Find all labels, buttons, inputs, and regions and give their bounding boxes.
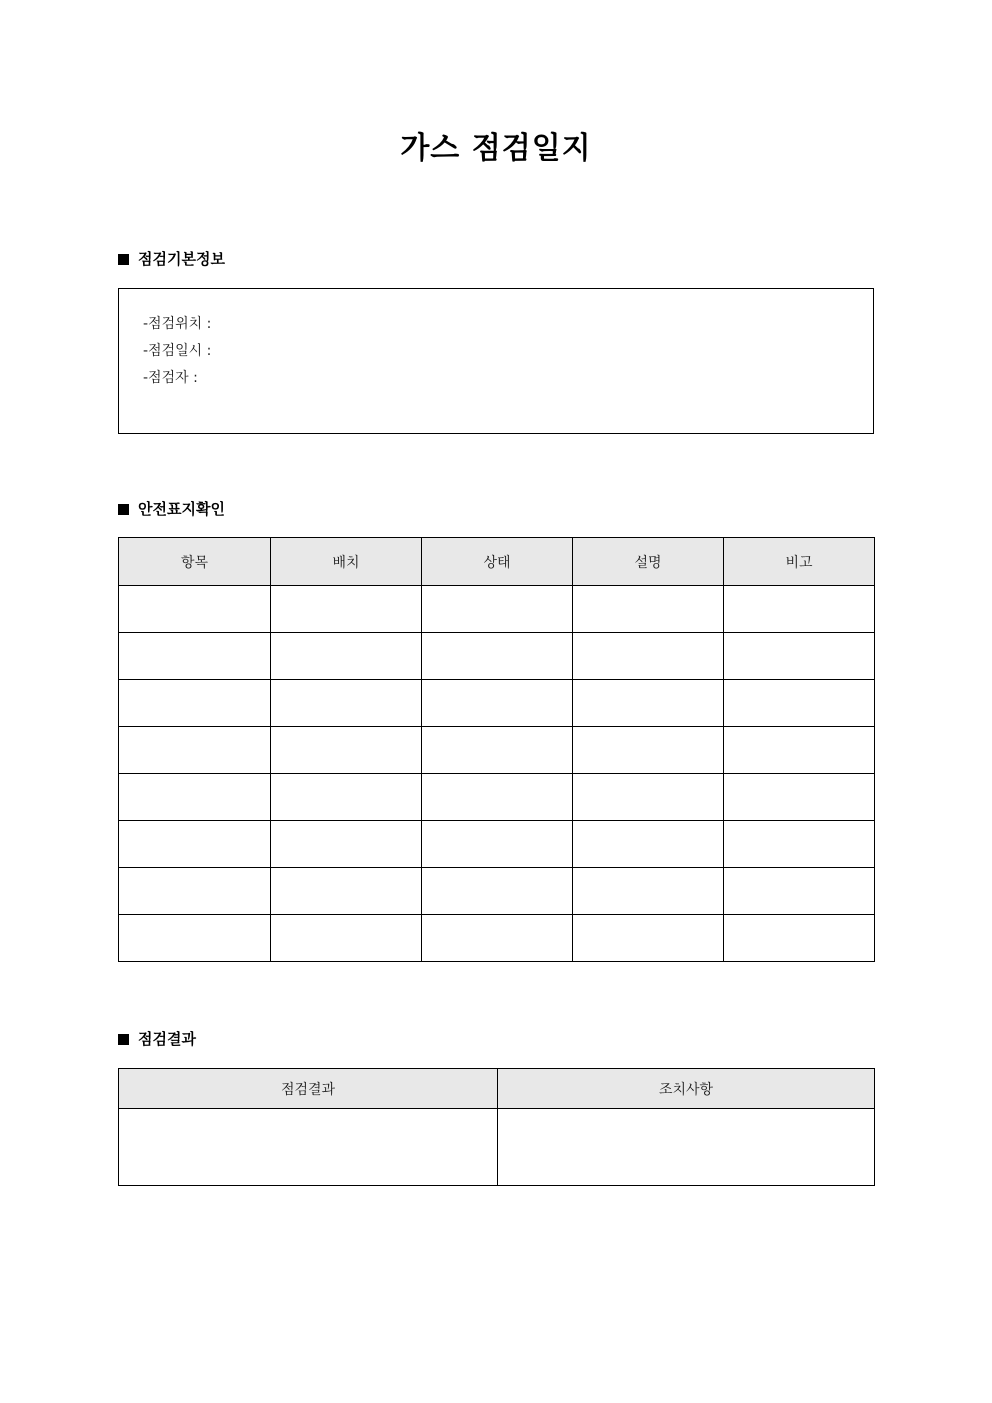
table-cell[interactable]	[724, 586, 875, 633]
table-row	[119, 821, 875, 868]
section-heading-label: 점검결과	[138, 1030, 196, 1048]
basic-info-field-datetime: -점검일시 :	[143, 343, 212, 359]
table-cell[interactable]	[119, 633, 271, 680]
table-cell[interactable]	[119, 586, 271, 633]
table-cell[interactable]	[573, 727, 724, 774]
table-cell[interactable]	[573, 915, 724, 962]
column-header-status: 상태	[422, 538, 573, 586]
table-cell[interactable]	[119, 680, 271, 727]
column-header-item: 항목	[119, 538, 271, 586]
table-cell[interactable]	[119, 1109, 498, 1186]
table-row	[119, 868, 875, 915]
table-cell[interactable]	[724, 727, 875, 774]
table-cell[interactable]	[119, 727, 271, 774]
table-row	[119, 915, 875, 962]
table-cell[interactable]	[422, 774, 573, 821]
table-cell[interactable]	[724, 821, 875, 868]
table-row	[119, 727, 875, 774]
table-cell[interactable]	[724, 633, 875, 680]
table-cell[interactable]	[724, 915, 875, 962]
table-row	[119, 586, 875, 633]
table-cell[interactable]	[119, 774, 271, 821]
table-cell[interactable]	[271, 680, 422, 727]
section-heading-label: 안전표지확인	[138, 500, 225, 518]
column-header-action: 조치사항	[498, 1069, 875, 1109]
table-cell[interactable]	[422, 727, 573, 774]
table-cell[interactable]	[119, 915, 271, 962]
table-cell[interactable]	[271, 821, 422, 868]
table-cell[interactable]	[422, 633, 573, 680]
table-cell[interactable]	[271, 633, 422, 680]
section-heading-inspection-result	[118, 1032, 196, 1047]
table-row	[119, 774, 875, 821]
table-cell[interactable]	[422, 586, 573, 633]
basic-info-box	[118, 288, 874, 434]
section-heading-basic-info	[118, 252, 225, 267]
square-bullet-icon	[118, 1034, 129, 1045]
table-cell[interactable]	[724, 868, 875, 915]
table-cell[interactable]	[271, 727, 422, 774]
safety-sign-table	[118, 537, 875, 962]
table-cell[interactable]	[422, 915, 573, 962]
basic-info-field-location: -점검위치 :	[143, 316, 212, 332]
square-bullet-icon	[118, 504, 129, 515]
column-header-description: 설명	[573, 538, 724, 586]
table-cell[interactable]	[119, 868, 271, 915]
table-cell[interactable]	[573, 821, 724, 868]
column-header-placement: 배치	[271, 538, 422, 586]
table-cell[interactable]	[724, 680, 875, 727]
table-row	[119, 633, 875, 680]
inspection-result-table-body	[119, 1109, 875, 1186]
table-cell[interactable]	[271, 915, 422, 962]
table-header-row	[119, 538, 875, 586]
table-cell[interactable]	[573, 680, 724, 727]
section-heading-safety-sign	[118, 502, 225, 517]
table-cell[interactable]	[498, 1109, 875, 1186]
section-heading-label: 점검기본정보	[138, 250, 225, 268]
basic-info-field-inspector: -점검자 :	[143, 370, 198, 386]
table-cell[interactable]	[573, 586, 724, 633]
column-header-remarks: 비고	[724, 538, 875, 586]
table-row	[119, 1109, 875, 1186]
table-cell[interactable]	[119, 821, 271, 868]
page-title: 가스 점검일지	[400, 131, 592, 166]
table-cell[interactable]	[271, 868, 422, 915]
table-row	[119, 680, 875, 727]
table-cell[interactable]	[573, 868, 724, 915]
table-cell[interactable]	[724, 774, 875, 821]
table-cell[interactable]	[271, 774, 422, 821]
square-bullet-icon	[118, 254, 129, 265]
table-cell[interactable]	[573, 633, 724, 680]
table-header-row	[119, 1069, 875, 1109]
safety-sign-table-body	[119, 586, 875, 962]
table-cell[interactable]	[422, 680, 573, 727]
table-cell[interactable]	[422, 868, 573, 915]
column-header-result: 점검결과	[119, 1069, 498, 1109]
inspection-result-table	[118, 1068, 875, 1186]
table-cell[interactable]	[573, 774, 724, 821]
table-cell[interactable]	[271, 586, 422, 633]
table-cell[interactable]	[422, 821, 573, 868]
